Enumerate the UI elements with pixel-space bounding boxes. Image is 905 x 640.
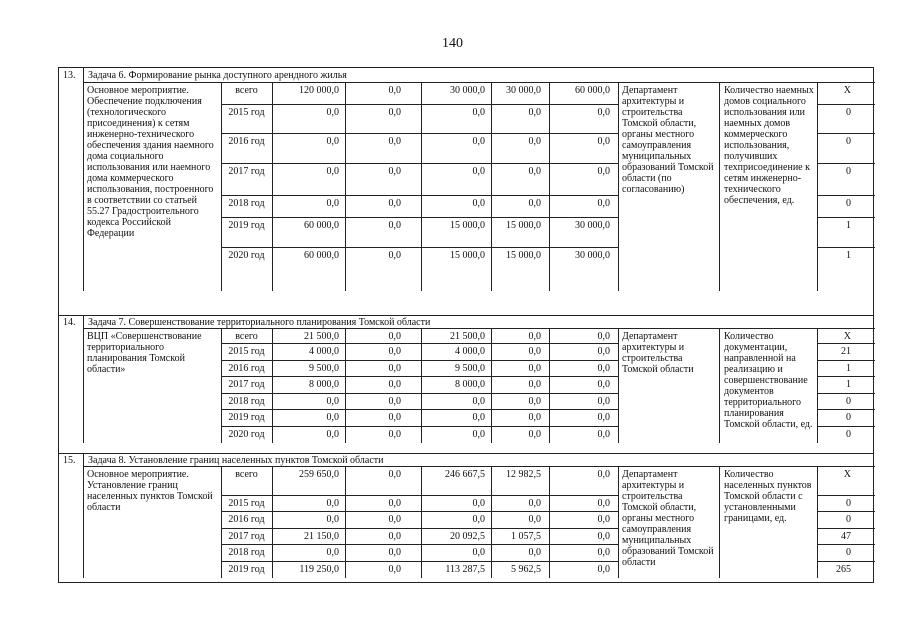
year-cell: 2019 год [228,564,265,575]
regional-cell: 15 000,0 [450,220,485,231]
local-cell: 0,0 [528,547,541,558]
federal-cell: 0,0 [388,198,401,209]
indicator-text: Количество наемных домов социального использования или наемных домов коммерческого использования, получивших техприсоединение к сетям инженерно-технического обеспечения, ед. [724,85,814,206]
local-cell: 0,0 [528,498,541,509]
federal-cell: 0,0 [388,331,401,342]
extra-cell: 0,0 [597,136,610,147]
extra-cell: 0,0 [597,166,610,177]
indicator-text: Количество документации, направленной на реализацию и совершенствование документов территориального планирования Томской области, ед. [724,331,813,430]
extra-cell: 0,0 [597,469,610,480]
extra-cell: 0,0 [597,198,610,209]
section-title: Задача 8. Установление границ населенных пунктов Томской области [88,455,384,466]
column-divider [345,82,346,291]
indicator-value: 1 [846,250,851,261]
regional-cell: 0,0 [472,136,485,147]
year-cell: 2016 год [228,363,265,374]
local-cell: 1 057,5 [511,531,541,542]
indicator-value: Х [843,85,851,96]
section-number: 15. [63,455,76,466]
row-divider [817,104,875,105]
year-cell: 2015 год [228,107,265,118]
row-divider [221,426,618,427]
row-divider [817,133,875,134]
indicator-value: 0 [846,396,851,407]
indicator-value: Х [843,331,851,342]
year-cell: 2019 год [228,220,265,231]
column-divider [618,82,619,291]
year-cell: 2017 год [228,166,265,177]
column-divider [549,82,550,291]
regional-cell: 8 000,0 [455,379,485,390]
row-divider [221,376,618,377]
indicator-text: Количество населенных пунктов Томской области с установленными границами, ед. [724,469,812,524]
regional-cell: 0,0 [472,107,485,118]
column-divider [83,68,84,291]
executor-text: Департамент архитектуры и строительства Томской области [622,331,694,375]
year-cell: 2018 год [228,198,265,209]
extra-cell: 0,0 [597,379,610,390]
program-table [58,67,874,583]
local-cell: 0,0 [528,107,541,118]
column-divider [272,82,273,291]
regional-cell: 0,0 [472,498,485,509]
row-divider [817,247,875,248]
column-divider [618,328,619,443]
total-cell: 0,0 [326,107,339,118]
total-cell: 60 000,0 [304,220,339,231]
federal-cell: 0,0 [388,346,401,357]
regional-cell: 0,0 [472,396,485,407]
year-cell: 2017 год [228,531,265,542]
row-divider [817,360,875,361]
row-divider [817,409,875,410]
indicator-value: 0 [846,547,851,558]
local-cell: 0,0 [528,514,541,525]
total-cell: 0,0 [326,412,339,423]
federal-cell: 0,0 [388,363,401,374]
local-cell: 30 000,0 [506,85,541,96]
extra-cell: 0,0 [597,498,610,509]
total-cell: 0,0 [326,498,339,509]
indicator-value: 0 [846,198,851,209]
section-number: 14. [63,317,76,328]
local-cell: 0,0 [528,136,541,147]
year-cell: 2016 год [228,136,265,147]
row-divider [817,343,875,344]
year-cell: 2020 год [228,250,265,261]
row-divider [59,315,873,316]
local-cell: 5 962,5 [511,564,541,575]
local-cell: 0,0 [528,331,541,342]
row-divider [817,376,875,377]
total-cell: 21 150,0 [304,531,339,542]
local-cell: 15 000,0 [506,250,541,261]
regional-cell: 21 500,0 [450,331,485,342]
row-divider [221,528,618,529]
row-divider [817,544,875,545]
extra-cell: 0,0 [597,429,610,440]
year-cell: 2015 год [228,346,265,357]
year-cell: всего [235,331,258,342]
indicator-value: 1 [846,363,851,374]
extra-cell: 0,0 [597,107,610,118]
row-divider [221,133,618,134]
row-divider [221,195,618,196]
extra-cell: 60 000,0 [575,85,610,96]
total-cell: 0,0 [326,166,339,177]
indicator-value: 0 [846,429,851,440]
row-divider [817,495,875,496]
regional-cell: 0,0 [472,412,485,423]
local-cell: 15 000,0 [506,220,541,231]
measure-text: ВЦП «Совершенствование территориального планирования Томской области» [87,331,202,375]
year-cell: 2019 год [228,412,265,423]
regional-cell: 4 000,0 [455,346,485,357]
section-title: Задача 7. Совершенствование территориального планирования Томской области [88,317,431,328]
regional-cell: 20 092,5 [450,531,485,542]
federal-cell: 0,0 [388,547,401,558]
local-cell: 0,0 [528,429,541,440]
federal-cell: 0,0 [388,498,401,509]
indicator-value: 0 [846,498,851,509]
indicator-value: 21 [841,346,851,357]
federal-cell: 0,0 [388,107,401,118]
local-cell: 0,0 [528,198,541,209]
federal-cell: 0,0 [388,136,401,147]
row-divider [221,561,618,562]
row-divider [83,328,875,329]
indicator-value: 0 [846,107,851,118]
row-divider [221,544,618,545]
total-cell: 0,0 [326,198,339,209]
extra-cell: 0,0 [597,363,610,374]
row-divider [221,495,618,496]
regional-cell: 0,0 [472,429,485,440]
extra-cell: 0,0 [597,331,610,342]
total-cell: 259 650,0 [299,469,339,480]
row-divider [817,426,875,427]
indicator-value: 47 [841,531,851,542]
indicator-value: 0 [846,412,851,423]
regional-cell: 0,0 [472,166,485,177]
column-divider [719,466,720,578]
year-cell: 2020 год [228,429,265,440]
local-cell: 0,0 [528,346,541,357]
total-cell: 0,0 [326,396,339,407]
federal-cell: 0,0 [388,531,401,542]
regional-cell: 30 000,0 [450,85,485,96]
column-divider [421,82,422,291]
extra-cell: 0,0 [597,514,610,525]
row-divider [221,511,618,512]
year-cell: всего [235,469,258,480]
section-number: 13. [63,70,76,81]
extra-cell: 0,0 [597,564,610,575]
total-cell: 119 250,0 [299,564,339,575]
row-divider [817,528,875,529]
extra-cell: 0,0 [597,396,610,407]
column-divider [817,82,818,291]
year-cell: 2015 год [228,498,265,509]
indicator-value: 0 [846,136,851,147]
federal-cell: 0,0 [388,166,401,177]
indicator-value: Х [843,469,851,480]
extra-cell: 0,0 [597,531,610,542]
row-divider [221,247,618,248]
regional-cell: 0,0 [472,514,485,525]
row-divider [83,82,875,83]
column-divider [618,466,619,578]
column-divider [83,453,84,578]
federal-cell: 0,0 [388,514,401,525]
section-title: Задача 6. Формирование рынка доступного арендного жилья [88,70,347,81]
year-cell: 2018 год [228,547,265,558]
total-cell: 60 000,0 [304,250,339,261]
regional-cell: 0,0 [472,547,485,558]
executor-text: Департамент архитектуры и строительства Томской области, органы местного самоуправления муниципальных образований Томской области [622,469,714,568]
extra-cell: 30 000,0 [575,220,610,231]
row-divider [817,393,875,394]
indicator-value: 1 [846,379,851,390]
regional-cell: 9 500,0 [455,363,485,374]
column-divider [83,315,84,443]
indicator-value: 265 [836,564,851,575]
total-cell: 21 500,0 [304,331,339,342]
column-divider [491,82,492,291]
row-divider [221,409,618,410]
row-divider [221,393,618,394]
local-cell: 0,0 [528,396,541,407]
row-divider [221,104,618,105]
total-cell: 120 000,0 [299,85,339,96]
row-divider [221,360,618,361]
regional-cell: 113 287,5 [445,564,485,575]
local-cell: 0,0 [528,166,541,177]
total-cell: 4 000,0 [309,346,339,357]
indicator-value: 0 [846,166,851,177]
extra-cell: 0,0 [597,412,610,423]
total-cell: 8 000,0 [309,379,339,390]
federal-cell: 0,0 [388,379,401,390]
total-cell: 0,0 [326,514,339,525]
measure-text: Основное мероприятие. Установление границ населенных пунктов Томской области [87,469,213,513]
federal-cell: 0,0 [388,469,401,480]
federal-cell: 0,0 [388,85,401,96]
year-cell: 2017 год [228,379,265,390]
total-cell: 0,0 [326,136,339,147]
year-cell: 2016 год [228,514,265,525]
row-divider [83,466,875,467]
executor-text: Департамент архитектуры и строительства Томской области, органы местного самоуправления муниципальных образований Томской области (по согласованию) [622,85,714,195]
local-cell: 0,0 [528,379,541,390]
row-divider [221,163,618,164]
local-cell: 12 982,5 [506,469,541,480]
page-number: 140 [442,36,463,51]
regional-cell: 246 667,5 [445,469,485,480]
regional-cell: 0,0 [472,198,485,209]
row-divider [221,217,618,218]
extra-cell: 30 000,0 [575,250,610,261]
local-cell: 0,0 [528,412,541,423]
total-cell: 0,0 [326,429,339,440]
year-cell: всего [235,85,258,96]
federal-cell: 0,0 [388,220,401,231]
row-divider [59,453,873,454]
row-divider [817,561,875,562]
column-divider [719,82,720,291]
local-cell: 0,0 [528,363,541,374]
row-divider [221,343,618,344]
indicator-value: 1 [846,220,851,231]
row-divider [817,195,875,196]
federal-cell: 0,0 [388,396,401,407]
row-divider [817,163,875,164]
total-cell: 0,0 [326,547,339,558]
federal-cell: 0,0 [388,429,401,440]
column-divider [719,328,720,443]
row-divider [817,511,875,512]
measure-text: Основное мероприятие. Обеспечение подключения (технологического присоединения) к сетям инженерно-технического обеспечения здания наемного дома социального использования или наемного дома коммерческого использования, построенного в соответствии со статьей 55.27 Градостроительного кодекса Российской Федерации [87,85,214,239]
federal-cell: 0,0 [388,250,401,261]
row-divider [817,217,875,218]
year-cell: 2018 год [228,396,265,407]
federal-cell: 0,0 [388,412,401,423]
regional-cell: 15 000,0 [450,250,485,261]
total-cell: 9 500,0 [309,363,339,374]
extra-cell: 0,0 [597,547,610,558]
extra-cell: 0,0 [597,346,610,357]
indicator-value: 0 [846,514,851,525]
federal-cell: 0,0 [388,564,401,575]
column-divider [221,82,222,291]
